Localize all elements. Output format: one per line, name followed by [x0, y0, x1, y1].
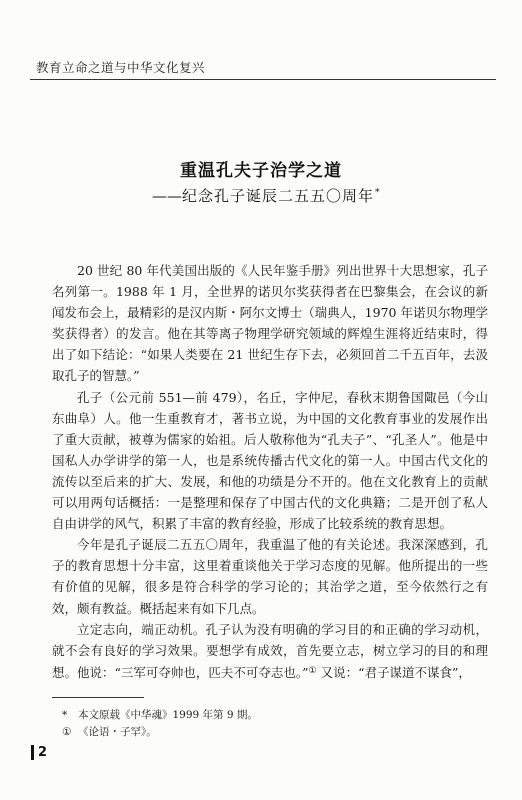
footnote-mark: *: [62, 709, 68, 721]
header-rule: [30, 79, 496, 80]
paragraph-text-continued: 又说：“君子谋道不谋食”，: [316, 664, 471, 680]
footnote-text: 本文原载《中华魂》1999 年第 9 期。: [78, 709, 258, 721]
paragraph-4: [52, 619, 488, 683]
page-number-bar: [31, 745, 34, 760]
subtitle-dash: ——: [152, 187, 182, 205]
footnote-mark: ①: [62, 726, 72, 738]
subtitle-text: 纪念孔子诞辰二五五〇周年: [182, 187, 375, 205]
footnote-star: [62, 707, 482, 724]
footnote-ref-1[interactable]: ①: [308, 665, 317, 676]
footnote-text: 《论语・子罕》。: [78, 726, 157, 738]
page-number-text: 2: [38, 744, 48, 760]
article-body: [52, 260, 488, 683]
article-title: 重温孔夫子治学之道: [180, 161, 342, 181]
page-number: [31, 744, 47, 760]
footnote-rule: [52, 697, 144, 698]
paragraph-text: 20 世纪 80 年代美国出版的《人民年鉴手册》列出世界十大思想家，孔子名列第一。1988 年 1 月，全世界的诺贝尔奖获得者在巴黎集会，在会议的新闻发布会上，最精彩的是汉内斯・阿尔文博士（瑞典人，1970 年诺贝尔物理学奖获得者）的发言。他在其等离子物理学研究领域的辉煌生涯将近结束时，得出了如下结论：“如果人类要在 21 世纪生存下去，必须回首二千五百年，去汲取孔子的智慧。”: [52, 263, 488, 384]
paragraph-text: 今年是孔子诞辰二五五〇周年，我重温了他的有关论述。我深深感到，孔子的教育思想十分丰富，这里着重谈他关于学习态度的见解。他所提出的一些有价值的见解，很多是符合科学的学习论的；其治学之道，至今依然行之有效，颇有教益。概括起来有如下几点。: [52, 537, 488, 616]
subtitle-footnote-mark: *: [375, 188, 381, 198]
article-subtitle: [152, 185, 381, 206]
paragraph-3: [52, 534, 488, 618]
paragraph-text: 立定志向，端正动机。孔子认为没有明确的学习目的和正确的学习动机，就不会有良好的学习效果。要想学有成效，首先要立志，树立学习的目的和理想。他说：“三军可夺帅也，匹夫不可夺志也。”: [52, 621, 488, 680]
footnotes: [62, 707, 482, 741]
paragraph-text: 孔子（公元前 551—前 479），名丘，字仲尼，春秋末期鲁国陬邑（今山东曲阜）人。他一生重教育才，著书立说，为中国的文化教育事业的发展作出了重大贡献，被尊为儒家的始祖。后人敬称他为“孔夫子”、“孔圣人”。他是中国私人办学讲学的第一人，也是系统传播古代文化的第一人。中国古代文化的流传以至后来的扩大、发展，和他的功绩是分不开的。他在文化教育上的贡献可以用两句话概括：一是整理和保存了中国古代的文化典籍；二是开创了私人自由讲学的风气，积累了丰富的教育经验，形成了比较系统的教育思想。: [52, 389, 488, 532]
running-header: 教育立命之道与中华文化复兴: [36, 60, 206, 75]
paragraph-1: [52, 260, 488, 387]
footnote-1: [62, 724, 482, 741]
paragraph-2: [52, 387, 488, 535]
